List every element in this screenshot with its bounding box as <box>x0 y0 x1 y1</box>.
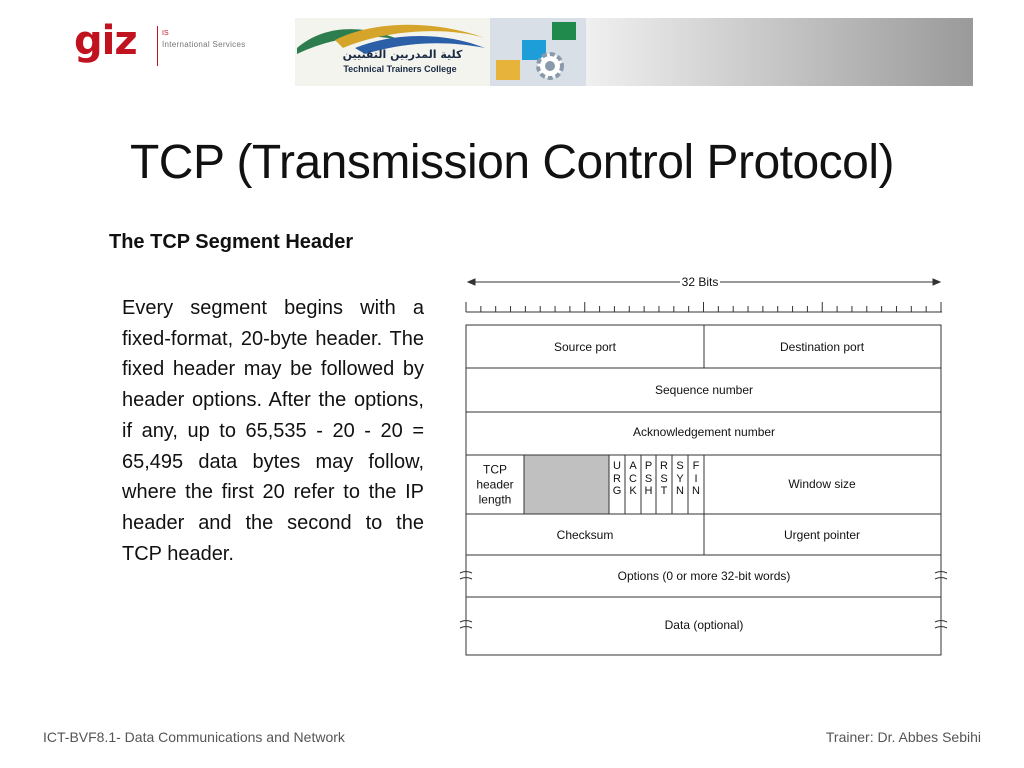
field-source-port: Source port <box>553 340 617 354</box>
slide-body-text: Every segment begins with a fixed-format, 20-byte header. The fixed header may be followed by header options. After the options, if any, up to 65,535 - 20 - 20 = 65,495 data bytes may follow, where the first 20 refer to the IP header and the second to the TCP header. <box>122 297 424 565</box>
flag-ack: A C K <box>629 460 637 497</box>
footer-trainer: Trainer: Dr. Abbes Sebihi <box>825 729 981 745</box>
banner-gradient-bar <box>586 18 973 86</box>
field-data: Data (optional) <box>664 618 744 632</box>
field-checksum: Checksum <box>556 528 614 542</box>
giz-logo-divider <box>157 26 158 66</box>
field-tcp-header-length: TCP header length <box>476 462 514 507</box>
college-name-arabic: كلية المدربين التقنيين <box>342 48 463 61</box>
field-acknowledgement-number: Acknowledgement number <box>632 425 776 439</box>
field-urgent-pointer: Urgent pointer <box>783 528 861 542</box>
slide-subtitle: The TCP Segment Header <box>109 231 354 253</box>
giz-logo-is: IS <box>162 30 169 37</box>
flag-rst: R S T <box>660 460 668 497</box>
flag-psh: P S H <box>644 460 653 497</box>
giz-logo-word: giz <box>74 18 137 64</box>
college-name-english: Technical Trainers College <box>343 64 457 74</box>
slide-title: TCP (Transmission Control Protocol) <box>129 136 895 189</box>
flag-syn: S Y N <box>676 460 684 497</box>
field-window-size: Window size <box>788 477 856 491</box>
tcp-header-diagram <box>458 270 953 665</box>
flag-urg: U R G <box>612 460 622 497</box>
giz-logo-tagline: International Services <box>162 40 246 49</box>
gear-logo <box>490 18 586 86</box>
diagram-width-label: 32 Bits <box>681 275 719 289</box>
header-banner <box>0 0 1024 100</box>
footer-course: ICT-BVF8.1- Data Communications and Network <box>43 729 345 745</box>
gear-icon <box>490 18 586 86</box>
tcp-header-diagram-lines <box>458 270 953 665</box>
flag-fin: F I N <box>692 460 700 497</box>
field-sequence-number: Sequence number <box>654 383 754 397</box>
field-options: Options (0 or more 32-bit words) <box>617 569 791 583</box>
field-destination-port: Destination port <box>779 340 865 354</box>
